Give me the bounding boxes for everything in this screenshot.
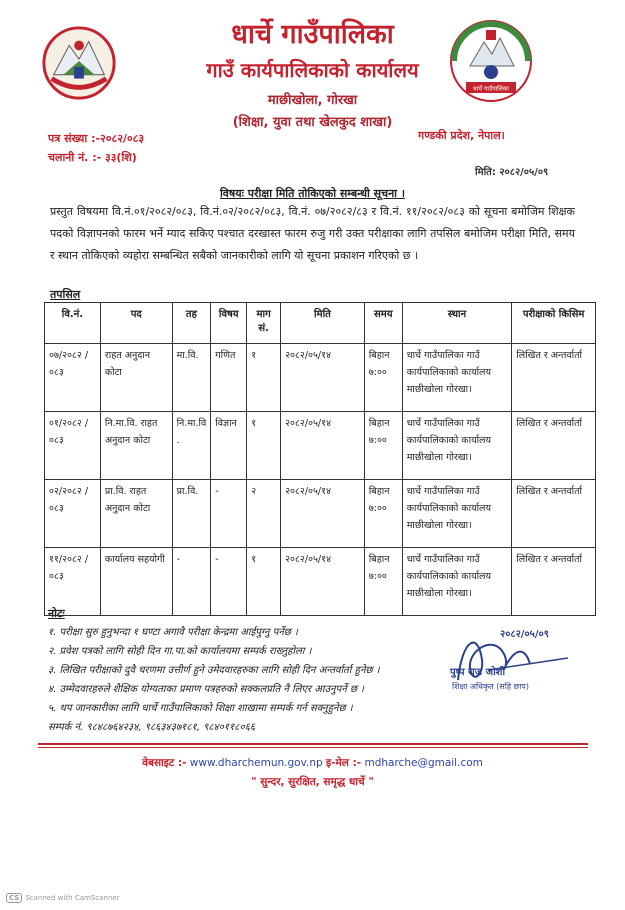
table-cell: नि.मा.वि. राहत अनुदान कोटा xyxy=(100,412,172,480)
email-link[interactable]: mdharche@gmail.com xyxy=(364,757,483,769)
footer-divider xyxy=(38,743,588,745)
logo-text: धार्चे गाउँपालिका xyxy=(473,85,509,93)
note-item: ५. थप जानकारीका लागि धार्चे गाउँपालिकाको शिक्षा शाखामा सम्पर्क गर्न सक्नुहुनेछ । xyxy=(48,703,353,714)
office-name: गाउँ कार्यपालिकाको कार्यालय xyxy=(206,58,419,82)
letter-number: पत्र संख्या :-२०८२/०८३ xyxy=(48,132,145,145)
notice-body: प्रस्तुत विषयमा वि.नं.०१/२०८२/०८३, वि.नं.०२/२०८२/०८३, वि.नं. ०७/२०८२/८३ र वि.नं. ११/२०८२/०८३ को सूचना बमोजिम शिक्षक पदको विज्ञापनको फारम भर्ने म्याद सकिए पश्चात दरखास्त फारम रुजु गरी उक्त परीक्षाका लागि तपसिल बमोजिम परीक्षा मिति, समय र स्थान तोकिएको व्यहोरा सम्बन्धित सबैको जानकारीको लागि यो सूचना प्रकाशन गरिएको छ । xyxy=(50,205,575,262)
col-header: मिति xyxy=(281,303,365,344)
col-header: समय xyxy=(364,303,402,344)
signatory-title: शिक्षा अधिकृत (सहि छाप) xyxy=(452,682,529,691)
note-item: २. प्रवेश पत्रको लागि सोही दिन गा.पा.को कार्यालयमा सम्पर्क राख्नुहोला । xyxy=(48,646,312,657)
footer-divider-thin xyxy=(38,747,588,748)
table-header-row xyxy=(45,303,596,344)
table-cell: २०८२/०५/१४ xyxy=(281,344,365,412)
table-cell: नि.मा.वि . xyxy=(172,412,211,480)
table-row xyxy=(45,344,596,412)
table-cell: - xyxy=(211,548,247,616)
table-row xyxy=(45,548,596,616)
notice-subject: विषयः परीक्षा मिति तोकिएको सम्बन्धी सूचना । xyxy=(219,187,406,200)
table-cell: १ xyxy=(247,412,281,480)
exam-schedule-table xyxy=(44,302,596,616)
col-header: माग सं. xyxy=(247,303,281,344)
table-cell: कार्यालय सहयोगी xyxy=(100,548,172,616)
table-cell: २ xyxy=(247,480,281,548)
contact-numbers: सम्पर्क नं. ९८४८७६४२३४, ९८६३४३७१८१, ९८४०११८०६६ xyxy=(48,722,256,733)
table-cell: २०८२/०५/१४ xyxy=(281,548,365,616)
table-cell: गणित xyxy=(211,344,247,412)
notes-title: नोटः xyxy=(48,607,65,620)
table-cell: लिखित र अन्तर्वार्ता xyxy=(512,412,596,480)
signatory-name: पुष्प राज जोशी xyxy=(450,667,506,678)
col-header: विषय xyxy=(211,303,247,344)
table-cell: धार्चे गाउँपालिका गाउँ कार्यपालिकाको कार्यालय माछीखोला गोरखा। xyxy=(402,548,512,616)
table-cell: - xyxy=(172,548,211,616)
table-cell: लिखित र अन्तर्वार्ता xyxy=(512,480,596,548)
note-item: ३. लिखित परीक्षाको दुवै चरणमा उत्तीर्ण हुने उमेदवारहरुका लागि सोही दिन अन्तर्वार्ता हुनेछ । xyxy=(48,665,380,676)
table-cell: धार्चे गाउँपालिका गाउँ कार्यपालिकाको कार्यालय माछीखोला गोरखा। xyxy=(402,412,512,480)
website-label: वेबसाइट :- xyxy=(142,757,187,769)
col-header: पद xyxy=(100,303,172,344)
table-cell: लिखित र अन्तर्वार्ता xyxy=(512,548,596,616)
table-cell: बिहान ७:०० xyxy=(364,412,402,480)
table-cell: - xyxy=(211,480,247,548)
footer-contact xyxy=(0,756,625,770)
website-link[interactable]: www.dharchemun.gov.np xyxy=(189,757,323,769)
table-cell: ११/२०८२ /०८३ xyxy=(45,548,101,616)
col-header: स्थान xyxy=(402,303,512,344)
table-cell: बिहान ७:०० xyxy=(364,548,402,616)
table-row xyxy=(45,412,596,480)
table-cell: प्रा.वि. xyxy=(172,480,211,548)
table-cell: धार्चे गाउँपालिका गाउँ कार्यपालिकाको कार्यालय माछीखोला गोरखा। xyxy=(402,480,512,548)
col-header: परीक्षाको किसिम xyxy=(512,303,596,344)
email-label: इ-मेल :- xyxy=(326,757,362,769)
letter-date: मिति: २०८२/०५/०९ xyxy=(475,167,549,178)
scanner-text: Scanned with CamScanner xyxy=(25,894,120,902)
footer-slogan: " सुन्दर, सुरक्षित, समृद्ध धार्चे " xyxy=(251,776,374,788)
col-header: तह xyxy=(172,303,211,344)
municipality-name: धार्चे गाउँपालिका xyxy=(231,19,394,50)
table-label: तपसिल xyxy=(50,288,81,301)
notes-list xyxy=(48,623,380,737)
table-cell: बिहान ७:०० xyxy=(364,344,402,412)
office-address: माछीखोला, गोरखा xyxy=(267,93,358,108)
table-cell: ०१/२०८२ /०८३ xyxy=(45,412,101,480)
table-cell: २०८२/०५/१४ xyxy=(281,412,365,480)
section-name: (शिक्षा, युवा तथा खेलकुद शाखा) xyxy=(232,115,393,130)
col-header: वि.नं. xyxy=(45,303,101,344)
table-cell: २०८२/०५/१४ xyxy=(281,480,365,548)
table-cell: ०७/२०८२ /०८३ xyxy=(45,344,101,412)
note-item: १. परीक्षा सुरु हुनुभन्दा १ घण्टा अगावै परीक्षा केन्द्रमा आईपुग्नु पर्नेछ । xyxy=(48,627,298,638)
table-cell: मा.वि. xyxy=(172,344,211,412)
table-cell: धार्चे गाउँपालिका गाउँ कार्यपालिकाको कार्यालय माछीखोला गोरखा। xyxy=(402,344,512,412)
table-cell: लिखित र अन्तर्वार्ता xyxy=(512,344,596,412)
table-cell: राहत अनुदान कोटा xyxy=(100,344,172,412)
table-cell: विज्ञान xyxy=(211,412,247,480)
table-cell: १ xyxy=(247,344,281,412)
dispatch-number: चलानी नं. :- ३३(शि) xyxy=(48,151,137,164)
province-label: गण्डकी प्रदेश, नेपाल। xyxy=(418,129,505,142)
table-row xyxy=(45,480,596,548)
table-cell: १ xyxy=(247,548,281,616)
note-item: ४. उम्मेदवारहरुले शैक्षिक योग्यताका प्रमाण पत्रहरुको सक्कलप्रति नै लिएर आउनुपर्ने छ । xyxy=(48,684,364,695)
table-cell: ०२/२०८२ /०८३ xyxy=(45,480,101,548)
scanner-badge: CS xyxy=(6,893,22,903)
scanner-watermark xyxy=(6,893,119,903)
signature-date: २०८२/०५/०९ xyxy=(500,629,549,640)
table-cell: बिहान ७:०० xyxy=(364,480,402,548)
table-cell: प्रा.वि. राहत अनुदान कोटा xyxy=(100,480,172,548)
